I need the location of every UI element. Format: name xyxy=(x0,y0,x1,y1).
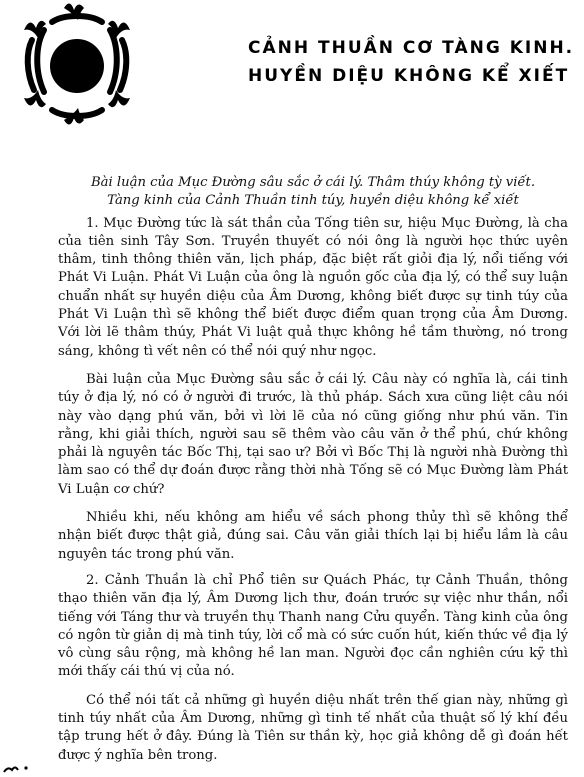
intro-line-1: Bài luận của Mục Đường sâu sắc ở cái lý. Thâm thúy không tỳ viết. xyxy=(90,175,536,190)
intro-verse xyxy=(58,174,568,211)
paragraph-3: Nhiều khi, nếu không am hiểu về sách phong thủy thì sẽ không thể nhận biết được thật giả, đúng sai. Câu văn giải thích lại bị hiểu lầm là câu nguyên tác trong phú văn. xyxy=(58,510,568,562)
title-line-2: HUYỀN DIỆU KHÔNG KỂ XIẾT xyxy=(248,66,570,86)
paragraph-4: 2. Cảnh Thuần là chỉ Phổ tiên sư Quách Phác, tự Cảnh Thuần, thông thạo thiên văn địa lý, Âm Dương lịch thư, đoán trước sự việc như thần, nổi tiếng với Táng thư và truyền thụ Thanh nang Cửu quyển. Tàng kinh của ông có ngôn từ giản dị mà tinh túy, lời cổ mà có sức cuốn hút, kiến thức về địa lý vô cùng sâu rộng, mà không hề lan man. Người đọc cần nghiên cứu kỹ thì mới thấy cái thú vị của nó. xyxy=(58,572,568,680)
paragraph-2: Bài luận của Mục Đường sâu sắc ở cái lý. Câu này có nghĩa là, cái tinh túy ở địa lý, nó có ở người đi trước, là thủ pháp. Sách xưa cũng liệt câu nói này vào dạng phú văn, bởi vì lời lẽ của nó cũng giống như phú văn. Tin rằng, khi giải thích, người sau sẽ thêm vào câu văn ở thể phú, chứ không phải là nguyên tác Bốc Thị, tại sao ư? Bởi vì Bốc Thị là người nhà Đường thì làm sao có thể dự đoán được rằng thời nhà Tống sẽ có Mục Đường làm Phát Vi Luận cơ chứ? xyxy=(58,371,568,497)
flaming-sun-icon xyxy=(18,0,136,128)
paragraph-1: 1. Mục Đường tức là sát thần của Tống tiên sư, hiệu Mục Đường, là cha của tiên sinh Tây Sơn. Truyền thuyết có nói ông là người học thức uyên thâm, tinh thông thiên văn, lịch pháp, đặc biệt rất giỏi địa lý, nổi tiếng với Phát Vi Luận. Phát Vi Luận của ông là nguồn gốc của địa lý, có thể suy luận chuẩn nhất sự huyền diệu của Âm Dương, không biết được sự tinh túy của Phát Vi Luận thì sẽ không thể biết được điểm quan trọng của Âm Dương. Với lời lẽ thâm thúy, Phát Vi luật quả thực không hề tầm thường, nó trong sáng, không tì vết nên có thể nói quý như ngọc. xyxy=(58,215,568,359)
title-line-1: CẢNH THUẦN CƠ TÀNG KINH. xyxy=(248,38,575,58)
paragraph-5: Có thể nói tất cả những gì huyền diệu nhất trên thế gian này, những gì tinh túy nhất của Âm Dương, những gì tinh tế nhất của thuật số lý khí đều tập trung hết ở đây. Đúng là Tiên sư thần kỳ, học giả không dễ gì đoán hết được ý nghĩa bên trong. xyxy=(58,692,568,763)
corner-mark-icon xyxy=(2,760,42,776)
chapter-header xyxy=(0,0,584,160)
intro-line-2: Tàng kinh của Cảnh Thuần tinh túy, huyền diệu không kể xiết xyxy=(107,193,519,209)
chapter-title xyxy=(248,34,578,90)
chapter-body xyxy=(58,174,568,775)
